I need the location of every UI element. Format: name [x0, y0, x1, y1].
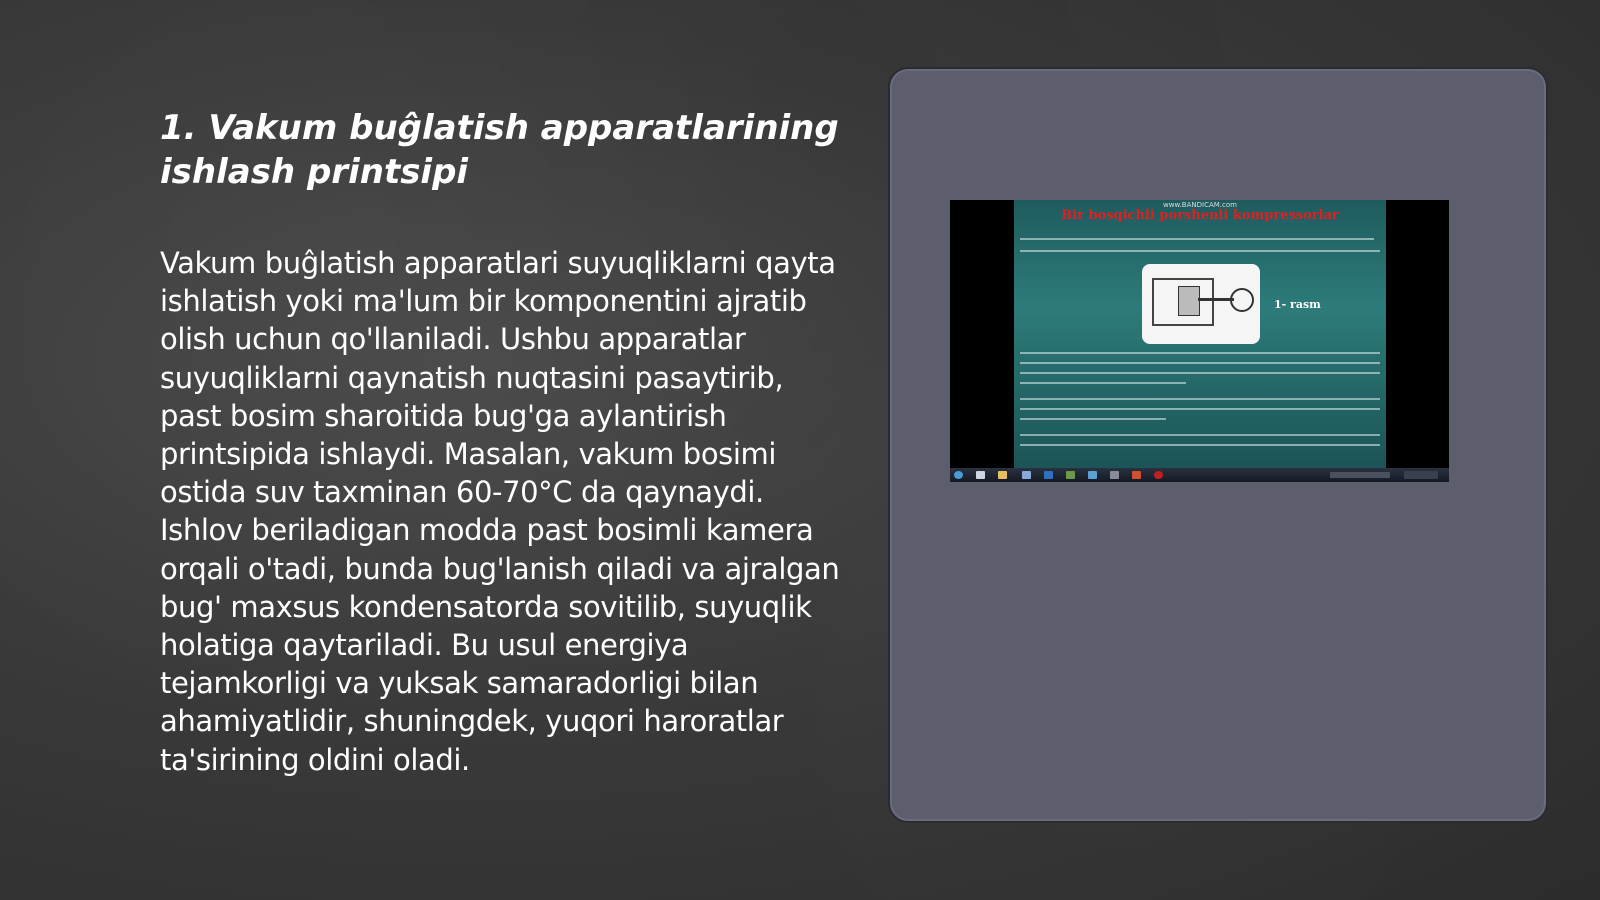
figure-label: 1- rasm — [1274, 298, 1321, 311]
embedded-text-line — [1020, 434, 1380, 436]
start-icon — [954, 471, 963, 479]
slide-body-text: Vakum buĝlatish apparatlari suyuqliklarni qayta ishlatish yoki ma'lum bir komponentini ajratib olish uchun qo'llaniladi. Ushbu apparatlar suyuqliklarni qaynatish nuqtasini pasaytirib, past bosim sharoitida bug'ga aylantirish printsipida ishlaydi. Masalan, vakum bosimi ostida suv taxminan 60-70°C da qaynaydi. Ishlov beriladigan modda past bosimli kamera orqali o'tadi, bunda bug'lanish qiladi va ajralgan bug' maxsus kondensatorda sovitilib, suyuqlik holatiga qaytariladi. Bu usul energiya tejamkorligi va yuksak samaradorligi bilan ahamiyatlidir, shuningdek, yuqori haroratlar ta'sirining oldini oladi. — [160, 246, 840, 777]
record-icon — [1154, 471, 1163, 479]
embedded-text-line — [1020, 408, 1380, 410]
recording-watermark: www.BANDICAM.com — [1163, 201, 1237, 209]
clock-area — [1404, 471, 1438, 479]
embedded-text-line — [1020, 398, 1380, 400]
embedded-text-line — [1020, 362, 1380, 364]
compressor-diagram — [1142, 264, 1260, 344]
embedded-slide-heading: Bir bosqichli porshenli kompressorlar — [1061, 208, 1339, 223]
crank-wheel-shape — [1230, 288, 1254, 312]
slide-title: 1. Vakum buĝlatish apparatlarining ishlash printsipi — [160, 108, 839, 192]
embedded-text-line — [1020, 238, 1374, 240]
embedded-text-line — [1020, 372, 1380, 374]
app-icon — [1088, 471, 1097, 479]
app-icon — [1132, 471, 1141, 479]
connecting-rod-shape — [1198, 298, 1234, 301]
folder-icon — [998, 471, 1007, 479]
app-icon — [976, 471, 985, 479]
app-icon — [1066, 471, 1075, 479]
app-icon — [1110, 471, 1119, 479]
app-icon — [1044, 471, 1053, 479]
piston-shape — [1178, 286, 1200, 316]
embedded-text-line — [1020, 382, 1186, 384]
embedded-slide — [1014, 200, 1386, 468]
embedded-taskbar — [950, 468, 1449, 482]
embedded-screenshot — [950, 200, 1449, 482]
embedded-text-line — [1020, 250, 1380, 252]
system-tray-icons — [1330, 472, 1390, 478]
embedded-text-line — [1020, 418, 1166, 420]
embedded-text-line — [1020, 352, 1380, 354]
app-icon — [1022, 471, 1031, 479]
embedded-text-line — [1020, 444, 1380, 446]
